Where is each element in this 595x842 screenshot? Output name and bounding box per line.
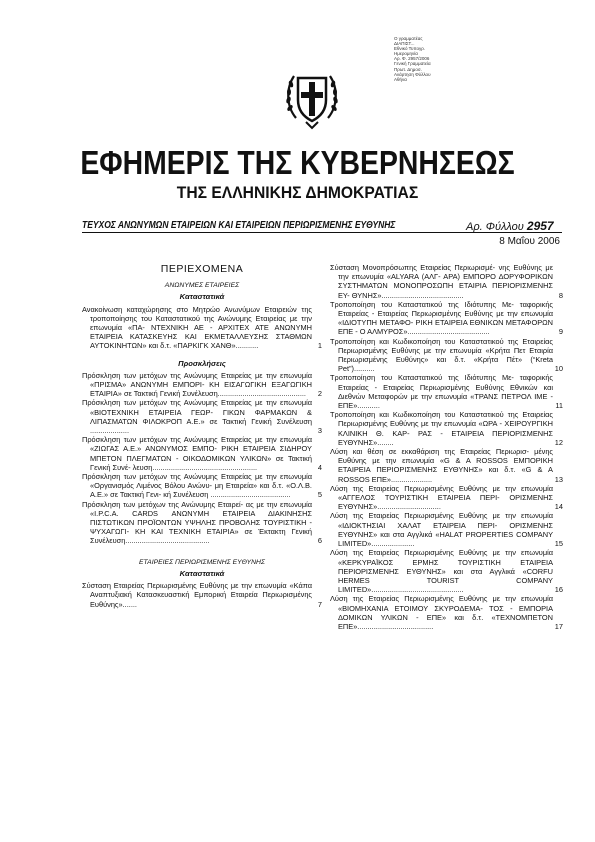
toc-entry[interactable] <box>330 548 563 594</box>
toc-entry-page: 2 <box>317 389 322 399</box>
toc-entry[interactable] <box>330 511 563 548</box>
toc-entry[interactable] <box>82 305 322 351</box>
gazette-subtitle: ΤΗΣ ΕΛΛΗΝΙΚΗΣ ΔΗΜΟΚΡΑΤΙΑΣ <box>176 183 419 202</box>
toc-entry[interactable] <box>82 435 322 472</box>
toc-entry-page: 1 <box>317 341 322 351</box>
toc-entry-page: 14 <box>554 502 563 512</box>
toc-right-column <box>330 263 563 631</box>
toc-entry[interactable] <box>330 594 563 631</box>
toc-entry-page: 16 <box>554 585 563 595</box>
subsection-heading: Καταστατικά <box>179 292 225 302</box>
coat-of-arms-icon <box>284 64 340 130</box>
subsection-heading: Καταστατικά <box>179 568 225 578</box>
toc-entry-text: Τροποποίηση του Καταστατικού της Ιδιότυπης Με- ταφορικής Εταιρείας - Εταιρείας Περιωρισμένης Ευθύνης με την επωνυμία «ΙΔΙΟΤΥΠΗ ΜΕΤΑΦΟ- ΡΙΚΗ ΕΤΑΙΡΕΙΑ ΕΘΝΙΚΩΝ ΜΕΤΑΦΟΡΩΝ ΕΠΕ - Ο ΑΛΜΥΡΟΣ»........................................ <box>330 299 553 337</box>
toc-entry-page: 11 <box>555 401 563 411</box>
toc-entry[interactable] <box>330 447 563 484</box>
toc-entry[interactable] <box>330 300 563 337</box>
stamp-line: Αρ. Φ. 2957/2006 <box>394 56 430 62</box>
toc-entry-page: 10 <box>554 364 563 374</box>
toc-entry-text: Λύση της Εταιρείας Περιωρισμένης Ευθύνης με την επωνυμία «ΑΓΓΕΛΟΣ ΤΟΥΡΙΣΤΙΚΗ ΕΤΑΙΡΕΙΑ ΠΕΡΙ- ΟΡΙΣΜΕΝΗΣ ΕΥΘΥΝΗΣ»............................... <box>330 483 553 512</box>
stamp-line: Πρωτ. Δημοσ. <box>394 66 422 72</box>
toc-entry-text: Τροποποίηση και Κωδικοποίηση του Καταστατικού της Εταιρείας Περιωρισμένης Ευθύνης με την επωνυμία «ΩΡΑ - ΧΕΙΡΟΥΡΓΙΚΗ ΚΛΙΝΙΚΗ Θ. ΚΑΡ- ΡΑΣ - ΕΤΑΙΡΕΙΑ ΠΕΡΙΟΡΙΣΜΕΝΗΣ ΕΥΘΥΝΗΣ»........ <box>330 410 553 447</box>
stamp-line: Ανάρτηση Φύλλου <box>394 71 431 77</box>
toc-entry-text: Πρόσκληση των μετόχων της Ανώνυμης Εταιρείας με την επωνυμία «ΠΡΙΣΜΑ» ΑΝΩΝΥΜΗ ΕΜΠΟΡΙ- ΚΗ ΕΙΣΑΓΩΓΙΚΗ ΕΞΑΓΩΓΙΚΗ ΕΤΑΙΡΙΑ» σε Τακτική Γενική Συνέλευση........................................... <box>82 370 312 399</box>
toc-entry-text: Πρόσκληση των μετόχων της Ανώνυμης Εταιρεί- ας με την επωνυμία «I.P.C.A. CARDS ΑΝΩΝΥΜΗ ΕΤΑΙΡΕΙΑ ΔΙΑΚΙΝΗΣΗΣ ΠΙΣΤΩΤΙΚΩΝ ΠΡΟΪΟΝΤΩΝ ΥΨΗΛΗΣ ΠΡΟΒΟΛΗΣ ΤΟΥΡΙΣΤΙΚΗ - ΨΥΧΑΓΩΓΙ- ΚΗ ΚΑΙ ΤΕΧΝΙΚΗ ΕΤΑΙΡΙΑ» σε Έκτακτη Γενική Συνέλευση......................................... <box>82 499 312 546</box>
stamp-line: Εθνικό Τυπογρ. <box>394 46 426 52</box>
stamp-line: Γενική Γραμματεία <box>394 61 431 67</box>
toc-entry-page: 8 <box>558 290 563 300</box>
toc-entry[interactable] <box>330 337 563 374</box>
toc-entry[interactable] <box>330 263 563 300</box>
toc-entry-text: Τροποποίηση και Κωδικοποίηση του Καταστατικού της Εταιρείας Περιωρισμένης Ευθύνης με την επωνυμία «Κρήτα Πετ Εταιρία Περιωρισμένης Ευθύνης» και δ.τ. «Κρήτα Πέτ» (“Kreta Pet”).......... <box>330 336 553 374</box>
toc-entry[interactable] <box>82 581 322 609</box>
toc-entry-text: Πρόσκληση των μετόχων της Ανώνυμης Εταιρείας με την επωνυμία «ΒΙΟΤΕΧΝΙΚΗ ΕΤΑΙΡΕΙΑ ΓΕΩΡ- ΓΙΚΩΝ ΦΑΡΜΑΚΩΝ & ΛΙΠΑΣΜΑΤΩΝ ΦΙΛΟΚΡΟΠ Α.Ε.» σε Τακτική Γενική Συνέλευση ................... <box>82 398 312 436</box>
toc-entry-page: 3 <box>317 426 322 436</box>
toc-entry[interactable] <box>82 371 322 399</box>
gazette-title: ΕΦΗΜΕΡΙΣ ΤΗΣ ΚΥΒΕΡΝΗΣΕΩΣ <box>80 144 515 181</box>
toc-entry-text: Λύση της Εταιρείας Περιωρισμένης Ευθύνης με την επωνυμία «ΙΔΙΟΚΤΗΣΙΑΙ ΧΑΛΑΤ ΕΤΑΙΡΕΙΑ ΠΕΡΙ- ΟΡΙΣΜΕΝΗΣ ΕΥΘΥΝΗΣ» και στα Αγγλικά «HALAT PROPERTIES COMPANY LIMITED»..................... <box>330 511 553 549</box>
section-heading: ΕΤΑΙΡΕΙΕΣ ΠΕΡΙΩΡΙΣΜΕΝΗΣ ΕΥΘΥΝΗΣ <box>139 558 265 566</box>
stamp-line: Ο γραμματέας <box>394 36 423 41</box>
toc-entry[interactable] <box>82 472 322 500</box>
sheet-number: 2957 <box>526 219 554 233</box>
toc-entry-page: 13 <box>554 474 563 484</box>
toc-entry[interactable] <box>82 398 322 435</box>
header-rule <box>82 232 562 233</box>
stamp-line: Ημερομηνία <box>394 51 418 57</box>
sheet-number-block <box>466 219 554 233</box>
toc-left-column <box>82 263 322 609</box>
toc-entry[interactable] <box>330 410 563 447</box>
toc-entry-page: 6 <box>317 536 322 546</box>
toc-entry-text: Σύσταση Μονοπρόσωπης Εταιρείας Περιωρισμέ- νης Ευθύνης με την επωνυμία «ALYARA (ΑΛΓ- ΑΡΑ) ΕΜΠΟΡΟ ΔΟΡΥΦΟΡΙΚΩΝ ΣΥΣΤΗΜΑΤΩΝ ΜΟΝΟΠΡΟΣΩΠΗ ΕΤΑΙΡΙΑ ΠΕΡΙΟΡΙΣΜΕΝΗΣ ΕΥ- ΘΥΝΗΣ»........................................ <box>330 263 553 300</box>
toc-entry-text: Λύση της Εταιρείας Περιωρισμένης Ευθύνης με την επωνυμία «ΒΙΟΜΗΧΑΝΙΑ ΕΤΟΙΜΟΥ ΣΚΥΡΟΔΕΜΑ- ΤΟΣ - ΕΜΠΟΡΙΑ ΔΟΜΙΚΩΝ ΥΛΙΚΩΝ - ΕΠΕ» και δ.τ. «ΤΕΧΝΟΜΠΕΤΟΝ ΕΠΕ»..................................... <box>330 594 553 631</box>
subsection-heading: Προσκλήσεις <box>178 358 226 368</box>
toc-entry-text: Λύση και θέση σε εκκαθάριση της Εταιρείας Περιωρισ- μένης Ευθύνης με την επωνυμία «G & A ROSSOS ΕΜΠΟΡΙΚΗ ΕΤΑΙΡΕΙΑ ΠΕΡΙΟΡΙΣΜΕΝΗΣ ΕΥΘΥΝΗΣ» και δ.τ. «G & A ROSSOS ΕΠΕ».................... <box>330 447 553 484</box>
toc-entry-page: 7 <box>317 599 322 609</box>
toc-entry[interactable] <box>330 373 563 410</box>
toc-entry-page: 4 <box>317 462 322 472</box>
registration-stamp <box>394 36 468 82</box>
sheet-label: Αρ. Φύλλου <box>466 221 524 233</box>
toc-entry-text: Τροποποίηση του Καταστατικού της Ιδιότυπης Με- ταφορικής Εταιρείας - Εταιρείας Περιωρισμένης Ευθύνης Εθνικών και Διεθνών Μεταφορών με την επωνυμία «ΤΡΑΝΣ ΠΕΤΡΟΛ ΙΜΕ - ΕΠΕ»........... <box>330 373 553 411</box>
toc-entry-text: Πρόσκληση των μετόχων της Ανώνυμης Εταιρείας με την επωνυμία «Οργανισμός Λιμένος Βόλου Ανώνυ- μη Εταιρεία» και δ.τ. «Ο.Λ.Β. Α.Ε.» σε Τακτική Γενι- κή Συνέλευση ....................................... <box>82 472 312 500</box>
stamp-line: ΔΙΑΠΙΣΤ... <box>394 41 415 47</box>
toc-entry-page: 9 <box>558 327 563 337</box>
toc-entry-text: Πρόσκληση των μετόχων της Ανώνυμης Εταιρείας με την επωνυμία «ΖΙΩΓΑΣ Α.Ε.» ΑΝΩΝΥΜΟΣ ΕΜΠΟ- ΡΙΚΗ ΕΤΑΙΡΕΙΑ ΣΙΔΗΡΟΥ ΜΠΕΤΟΝ ΠΛΕΓΜΑΤΩΝ - ΟΙΚΟΔΟΜΙΚΩΝ ΥΛΙΚΩΝ» σε Τακτική Γενική Συνέ- λευση................................................... <box>82 435 312 472</box>
issue-date: 8 Μαΐου 2006 <box>499 236 560 247</box>
issue-label: ΤΕΥΧΟΣ ΑΝΩΝΥΜΩΝ ΕΤΑΙΡΕΙΩΝ ΚΑΙ ΕΤΑΙΡΕΙΩΝ ΠΕΡΙΩΡΙΣΜΕΝΗΣ ΕΥΘΥΝΗΣ <box>82 220 396 231</box>
toc-entry[interactable] <box>330 484 563 512</box>
toc-title: ΠΕΡΙΕΧΟΜΕΝΑ <box>160 263 244 275</box>
toc-entry-text: Ανακοίνωση καταχώρησης στο Μητρώο Ανωνύμων Εταιρειών της τροποποίησης του Καταστατικού της Ανώνυμης Εταιρείας με την επωνυμία «ΠΑ- ΝΤΕΧΝΙΚΗ ΑΕ - ΑΡΧΙΤΕΧ ΑΤΕ ΑΝΩΝΥΜΗ ΕΤΑΙΡΕΙΑ ΚΑΤΑΣΚΕΥΗΣ ΚΑΙ ΕΚΜΕΤΑΛΛΕΥΣΗΣ ΣΤΑΘΜΩΝ ΑΥΤΟΚΙΝΗΤΩΝ» και δ.τ. «ΠΑΡΚΙΓΚ ΧΑΝΘ»........... <box>82 304 312 351</box>
section-heading: ΑΝΩΝΥΜΕΣ ΕΤΑΙΡΕΙΕΣ <box>164 282 240 290</box>
toc-entry-page: 15 <box>554 539 563 549</box>
toc-entry-page: 17 <box>554 621 563 631</box>
toc-entry[interactable] <box>82 500 322 546</box>
toc-entry-page: 12 <box>554 437 563 447</box>
toc-entry-text: Σύσταση Εταιρείας Περιωρισμένης Ευθύνης με την επωνυμία «Κάπα Αναπτυξιακή Κατασκευαστική Εμπορική Εταιρεία Περιωρισμένης Ευθύνης»....... <box>82 581 312 609</box>
stamp-line: Αθήνα <box>394 76 407 82</box>
toc-entry-page: 5 <box>317 490 322 500</box>
toc-entry-text: Λύση της Εταιρείας Περιωρισμένης Ευθύνης με την επωνυμία «ΚΕΡΚΥΡΑΪΚΟΣ ΕΡΜΗΣ ΤΟΥΡΙΣΤΙΚΗ ΕΤΑΙΡΕΙΑ ΠΕΡΙΟΡΙΣΜΕΝΗΣ ΕΥΘΥΝΗΣ» και στα Αγγλικά «CORFU HERMES TOURIST COMPANY LIMITED»............................................. <box>330 548 553 595</box>
